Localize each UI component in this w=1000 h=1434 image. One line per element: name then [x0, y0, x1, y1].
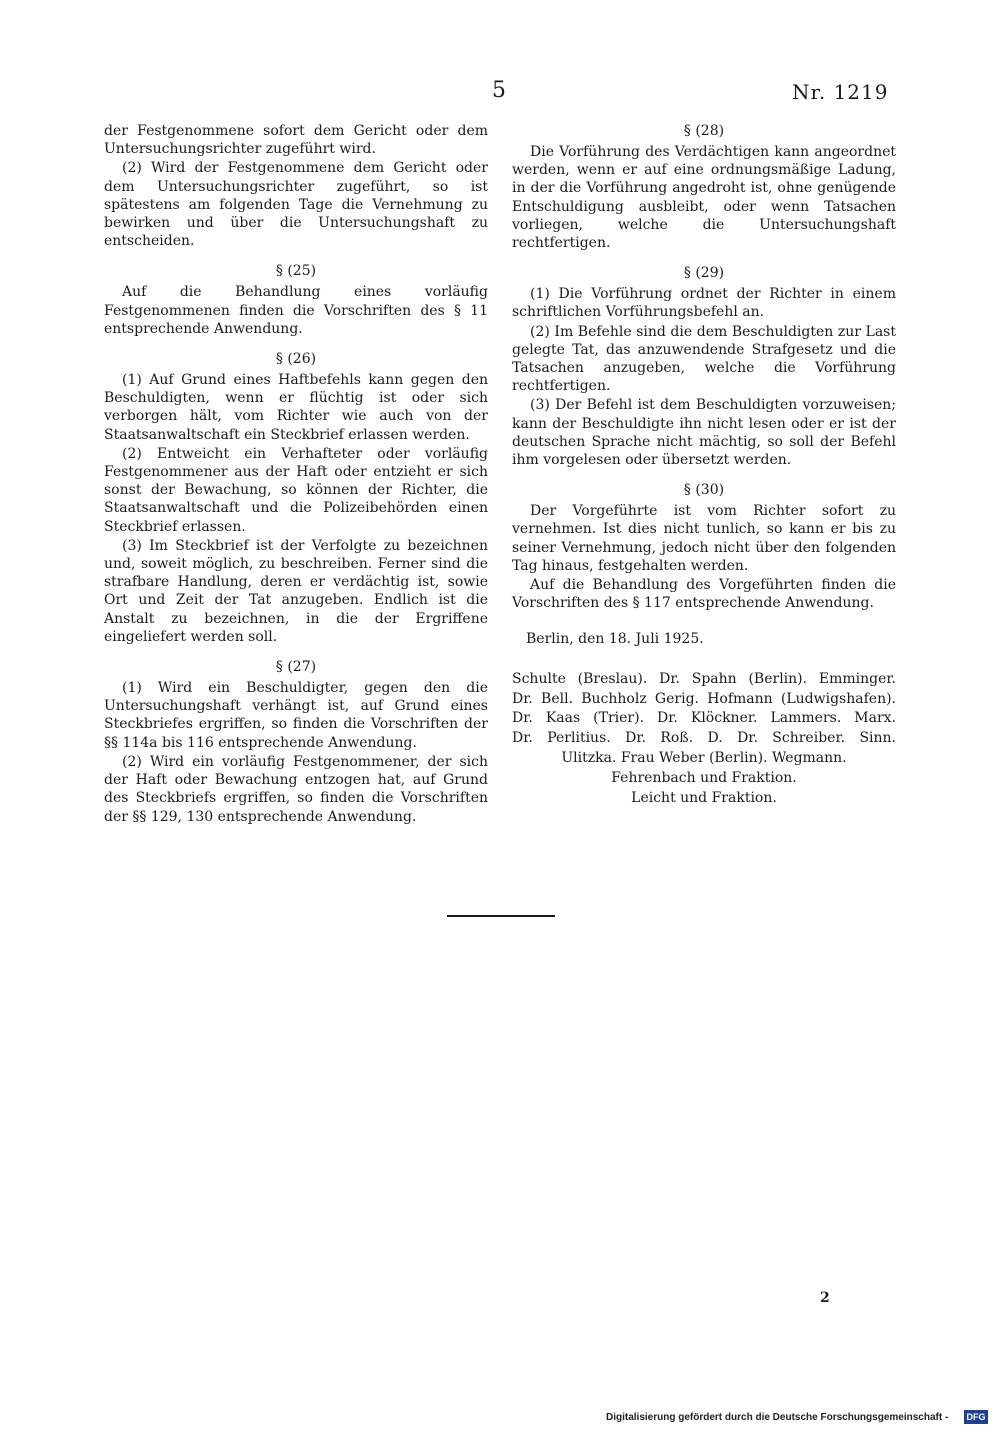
paragraph: (1) Wird ein Beschuldigter, gegen den die Untersuchungshaft verhängt ist, auf Grund eines Steckbriefes ergriffen, so finden die Vorschriften der §§ 114a bis 116 entsprechende Anwendung. — [104, 680, 488, 751]
paragraph: (1) Die Vorführung ordnet der Richter in einem schriftlichen Vorführungsbefehl an. — [512, 286, 896, 321]
left-column — [104, 122, 488, 827]
signature-line: Dr. Bell. Buchholz Gerig. Hofmann (Ludwigshafen). — [512, 690, 896, 707]
page-number: 5 — [492, 78, 506, 103]
right-column — [512, 122, 896, 808]
section-heading-28: § (28) — [683, 123, 725, 139]
signature-line: Ulitzka. Frau Weber (Berlin). Wegmann. — [561, 750, 847, 767]
section-heading-25: § (25) — [275, 263, 317, 280]
paragraph: Die Vorführung des Verdächtigen kann angeordnet werden, wenn er auf eine ordnungsmäßige Ladung, in der die Vorführung angedroht ist, ohne genügende Entschuldigung ausbleibt, oder wenn Tatsachen vorliegen, welche die Untersuchungshaft rechtfertigen. — [512, 144, 896, 252]
page-mark: 2 — [820, 1290, 830, 1306]
paragraph: der Festgenommene sofort dem Gericht oder dem Untersuchungsrichter zugeführt wird. — [104, 123, 488, 158]
closing-rule — [447, 915, 555, 917]
date-line: Berlin, den 18. Juli 1925. — [526, 631, 704, 648]
paragraph: (1) Auf Grund eines Haftbefehls kann gegen den Beschuldigten, wenn er flüchtig ist oder sich verborgen hält, vom Richter wie auch von der Staatsanwaltschaft ein Steckbrief erlassen werden. — [104, 372, 488, 443]
section-heading-26: § (26) — [275, 351, 317, 368]
document-number: Nr. 1219 — [792, 80, 889, 104]
paragraph: (2) Entweicht ein Verhafteter oder vorläufig Festgenommener aus der Haft oder entzieht er sich sonst der Bewachung, so können der Richter, die Staatsanwaltschaft und die Polizeibehörden einen Steckbrief erlassen. — [104, 445, 488, 535]
signature-line: Fehrenbach und Fraktion. — [611, 770, 797, 787]
dfg-logo: DFG — [964, 1410, 988, 1424]
signature-line: Dr. Kaas (Trier). Dr. Klöckner. Lammers. Marx. — [512, 710, 896, 727]
section-heading-29: § (29) — [683, 265, 725, 282]
paragraph: (3) Im Steckbrief ist der Verfolgte zu bezeichnen und, soweit möglich, zu beschreiben. Ferner sind die strafbare Handlung, deren er verdächtig ist, sowie Ort und Zeit der Tat anzugeben. Endlich ist die Anstalt zu bezeichnen, in die der Ergriffene eingeliefert werden soll. — [104, 537, 488, 645]
signature-line: Leicht und Fraktion. — [631, 790, 777, 807]
signature-block — [512, 670, 896, 808]
paragraph: (2) Wird ein vorläufig Festgenommener, der sich der Haft oder Bewachung entzogen hat, auf Grund des Steckbriefs ergriffen, so finden die Vorschriften der §§ 129, 130 entsprechende Anwendung. — [104, 753, 488, 825]
section-heading-30: § (30) — [683, 482, 725, 499]
paragraph: (3) Der Befehl ist dem Beschuldigten vorzuweisen; kann der Beschuldigte ihn nicht lesen oder er ist der deutschen Sprache nicht mächtig, so soll der Befehl ihm vorgelesen oder übersetzt werden. — [512, 397, 896, 469]
paragraph: Der Vorgeführte ist vom Richter sofort zu vernehmen. Ist dies nicht tunlich, so kann er bis zu seiner Vernehmung, jedoch nicht über den folgenden Tag hinaus, festgehalten werden. — [512, 503, 896, 574]
paragraph: (2) Im Befehle sind die dem Beschuldigten zur Last gelegte Tat, das anzuwendende Strafgesetz und die Tatsachen anzugeben, welche die Vorführung rechtfertigen. — [512, 323, 896, 395]
signature-line: Schulte (Breslau). Dr. Spahn (Berlin). Emminger. — [512, 671, 896, 688]
signature-line: Dr. Perlitius. Dr. Roß. D. Dr. Schreiber. Sinn. — [512, 729, 896, 746]
paragraph: Auf die Behandlung des Vorgeführten finden die Vorschriften des § 117 entsprechende Anwendung. — [512, 577, 896, 612]
footer-credit: Digitalisierung gefördert durch die Deutsche Forschungsgemeinschaft - — [606, 1412, 949, 1423]
paragraph: (2) Wird der Festgenommene dem Gericht oder dem Untersuchungsrichter zugeführt, so ist spätestens am folgenden Tage die Vernehmung zu bewirken und über die Untersuchungshaft zu entscheiden. — [104, 160, 488, 250]
paragraph: Auf die Behandlung eines vorläufig Festgenommenen finden die Vorschriften des § 11 entsprechende Anwendung. — [104, 284, 488, 337]
section-heading-27: § (27) — [275, 659, 317, 676]
